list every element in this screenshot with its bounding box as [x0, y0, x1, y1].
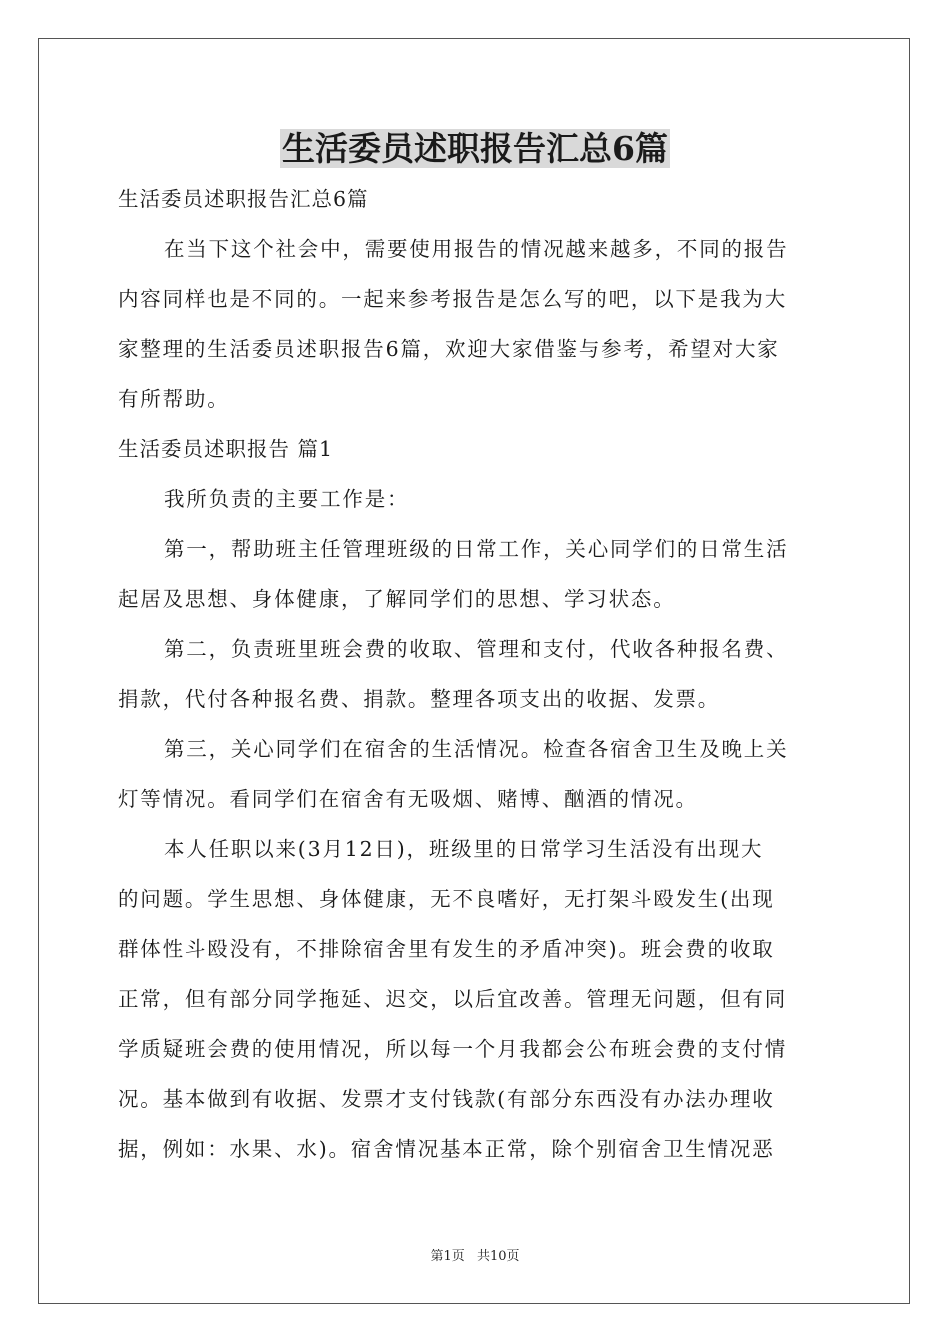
paragraph-line: 据，例如：水果、水)。宿舍情况基本正常，除个别宿舍卫生情况恶	[118, 1137, 775, 1161]
paragraph-line: 的问题。学生思想、身体健康，无不良嗜好，无打架斗殴发生(出现	[118, 887, 775, 911]
page-total: 共10页	[476, 1249, 520, 1264]
paragraph-line: 第一，帮助班主任管理班级的日常工作，关心同学们的日常生活	[164, 537, 789, 561]
paragraph-line: 学质疑班会费的使用情况，所以每一个月我都会公布班会费的支付情	[118, 1037, 787, 1061]
page-number: 第1页	[430, 1249, 465, 1264]
paragraph-line: 正常，但有部分同学拖延、迟交，以后宜改善。管理无问题，但有同	[118, 987, 787, 1011]
paragraph-line: 第三，关心同学们在宿舍的生活情况。检查各宿舍卫生及晚上关	[164, 737, 789, 761]
paragraph-line: 本人任职以来(3月12日)，班级里的日常学习生活没有出现大	[164, 837, 764, 861]
subtitle-line: 生活委员述职报告汇总6篇	[118, 187, 369, 211]
paragraph-line: 捐款，代付各种报名费、捐款。整理各项支出的收据、发票。	[118, 687, 721, 711]
paragraph-line: 内容同样也是不同的。一起来参考报告是怎么写的吧，以下是我为大	[118, 287, 787, 311]
paragraph-line: 在当下这个社会中，需要使用报告的情况越来越多，不同的报告	[164, 237, 789, 261]
paragraph-line: 起居及思想、身体健康，了解同学们的思想、学习状态。	[118, 587, 676, 611]
paragraph-line: 第二，负责班里班会费的收取、管理和支付，代收各种报名费、	[164, 637, 789, 661]
paragraph-line: 灯等情况。看同学们在宿舍有无吸烟、赌博、酗酒的情况。	[118, 787, 698, 811]
paragraph-line: 况。基本做到有收据、发票才支付钱款(有部分东西没有办法办理收	[118, 1087, 775, 1111]
title-text: 生活委员述职报告汇总6篇	[282, 129, 668, 168]
paragraph-line: 有所帮助。	[118, 387, 230, 411]
document-body	[118, 174, 834, 1174]
paragraph-line: 群体性斗殴没有，不排除宿舍里有发生的矛盾冲突)。班会费的收取	[118, 937, 775, 961]
paragraph-line: 家整理的生活委员述职报告6篇，欢迎大家借鉴与参考，希望对大家	[118, 337, 780, 361]
document-title	[0, 126, 950, 172]
page-footer	[0, 1245, 950, 1264]
section-heading: 生活委员述职报告 篇1	[118, 437, 334, 461]
paragraph-line: 我所负责的主要工作是：	[164, 487, 410, 511]
